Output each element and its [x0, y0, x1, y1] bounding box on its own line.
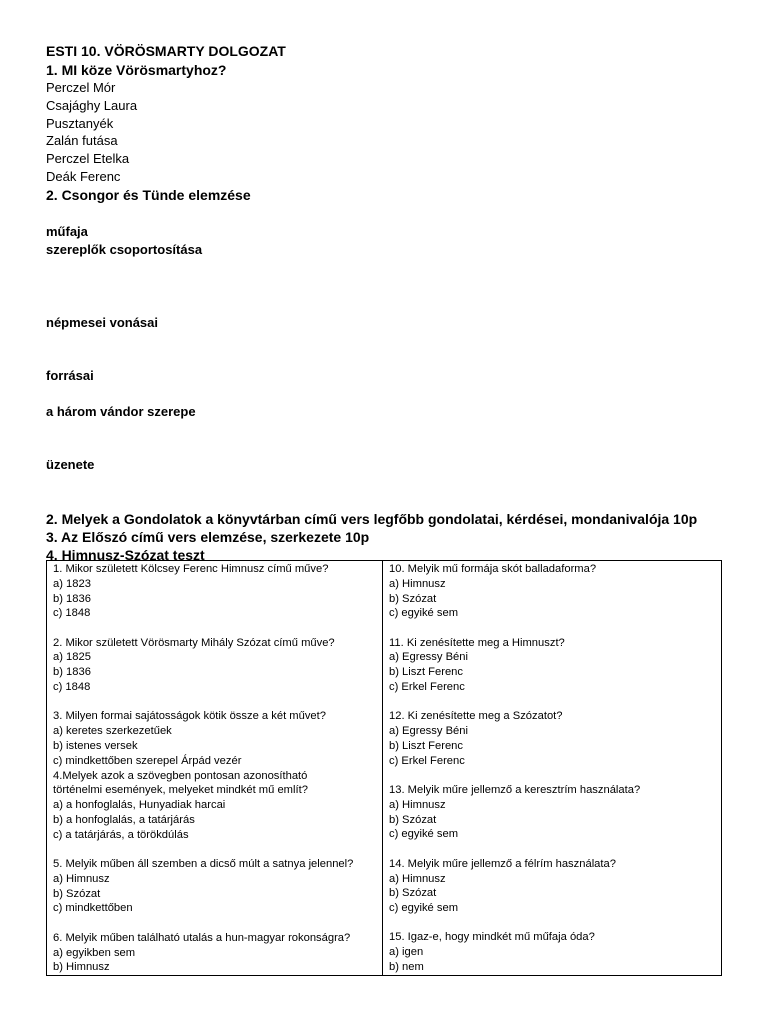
test-answer-option: a) Egressy Béni [389, 651, 468, 664]
sub-heading-characters: szereplők csoportosítása [46, 241, 203, 257]
test-answer-option: c) egyiké sem [389, 902, 459, 915]
test-answer-option: a) keretes szerkezetűek [53, 725, 172, 738]
sub-heading-folktale: népmesei vonásai [46, 314, 158, 330]
test-answer-option: b) Szózat [389, 813, 437, 826]
test-answer-option: b) Szózat [53, 887, 101, 900]
test-question [53, 709, 376, 768]
test-question-text: 1. Mikor született Kölcsey Ferenc Himnusz című műve? [53, 563, 329, 575]
test-answer-option: a) Egressy Béni [389, 725, 468, 738]
question-1-answers [46, 79, 726, 186]
test-column-right [383, 561, 721, 975]
question-eloszo-heading: 3. Az Előszó című vers elemzése, szerkezete 10p [46, 528, 370, 545]
test-question-text: 6. Melyik műben található utalás a hun-magyar rokonságra? [53, 931, 351, 944]
test-answer-option: a) Himnusz [53, 872, 110, 885]
test-question-text: 12. Ki zenésítette meg a Szózatot? [389, 710, 563, 723]
test-answer-option: a) egyikben sem [53, 946, 136, 959]
test-answer-option: a) Himnusz [389, 577, 446, 590]
test-question-text: 4.Melyek azok a szövegben pontosan azonosítható [53, 769, 308, 782]
test-answer-option: c) mindkettőben [53, 902, 133, 915]
himnusz-szozat-test-table [46, 560, 722, 976]
test-answer-option: b) a honfoglalás, a tatárjárás [53, 813, 195, 826]
question-2-heading: 2. Csongor és Tünde elemzése [46, 186, 251, 203]
test-answer-option: b) nem [389, 961, 424, 974]
test-question [389, 636, 715, 695]
test-question [389, 783, 715, 842]
answer-item: Deák Ferenc [46, 168, 121, 184]
test-answer-option: c) Erkel Ferenc [389, 754, 465, 767]
test-answer-option: a) a honfoglalás, Hunyadiak harcai [53, 799, 226, 812]
test-question-text: 5. Melyik műben áll szemben a dicső múlt a satnya jelennel? [53, 858, 354, 871]
test-question-text: 3. Milyen formai sajátosságok kötik össze a két művet? [53, 710, 326, 723]
test-question [53, 562, 376, 621]
test-answer-option: c) egyiké sem [389, 607, 459, 620]
test-answer-option: c) 1848 [53, 607, 91, 620]
test-question-text: 13. Melyik műre jellemző a keresztrím használata? [389, 784, 641, 797]
test-question [389, 930, 715, 974]
document-title: ESTI 10. VÖRÖSMARTY DOLGOZAT [46, 43, 286, 59]
test-answer-option: c) mindkettőben szerepel Árpád vezér [53, 754, 242, 767]
test-answer-option: c) 1848 [53, 681, 91, 694]
sub-heading-message: üzenete [46, 456, 95, 472]
question-1-heading: 1. MI köze Vörösmartyhoz? [46, 62, 227, 78]
test-question-text: történelmi események, melyeket mindkét mű említ? [53, 784, 308, 797]
answer-item: Zalán futása [46, 133, 118, 149]
test-question [53, 769, 376, 843]
test-answer-option: b) Himnusz [53, 961, 110, 974]
test-question-text: 10. Melyik mű formája skót balladaforma? [389, 563, 597, 575]
test-answer-option: b) 1836 [53, 592, 91, 605]
test-answer-option: a) igen [389, 946, 424, 959]
sub-heading-sources: forrásai [46, 367, 94, 383]
test-answer-option: a) Himnusz [389, 872, 446, 885]
question-test-heading: 4. Himnusz-Szózat teszt [46, 546, 205, 563]
test-answer-option: b) Szózat [389, 592, 437, 605]
test-question [53, 636, 376, 695]
test-answer-option: a) 1823 [53, 577, 91, 590]
test-answer-option: c) a tatárjárás, a törökdúlás [53, 828, 189, 841]
test-answer-option: b) istenes versek [53, 739, 138, 752]
answer-item: Perczel Mór [46, 80, 116, 95]
test-question [389, 709, 715, 768]
answer-item: Csajághy Laura [46, 97, 138, 113]
test-answer-option: c) Erkel Ferenc [389, 681, 465, 694]
test-answer-option: b) 1836 [53, 666, 91, 679]
document-page [46, 43, 726, 564]
question-gondolatok-heading: 2. Melyek a Gondolatok a könyvtárban című vers legfőbb gondolatai, kérdései, mondanivalója 10p [46, 510, 698, 527]
test-question [53, 857, 376, 916]
test-answer-option: a) 1825 [53, 651, 91, 664]
sub-heading-genre: műfaja [46, 223, 88, 239]
test-question [53, 931, 376, 975]
test-column-left [47, 561, 383, 975]
answer-item: Perczel Etelka [46, 151, 130, 167]
test-question [389, 857, 715, 916]
test-answer-option: a) Himnusz [389, 798, 446, 811]
test-question-text: 2. Mikor született Vörösmarty Mihály Szózat című műve? [53, 636, 335, 649]
test-question-text: 14. Melyik műre jellemző a félrím használata? [389, 857, 616, 870]
test-answer-option: b) Liszt Ferenc [389, 666, 463, 679]
test-question-text: 15. Igaz-e, hogy mindkét mű műfaja óda? [389, 931, 595, 944]
test-answer-option: b) Liszt Ferenc [389, 739, 463, 752]
test-question [389, 562, 715, 621]
answer-item: Pusztanyék [46, 115, 114, 131]
test-answer-option: c) egyiké sem [389, 828, 459, 841]
test-question-text: 11. Ki zenésítette meg a Himnuszt? [389, 636, 565, 649]
sub-heading-three-wanderers: a három vándor szerepe [46, 403, 196, 419]
test-answer-option: b) Szózat [389, 887, 437, 900]
